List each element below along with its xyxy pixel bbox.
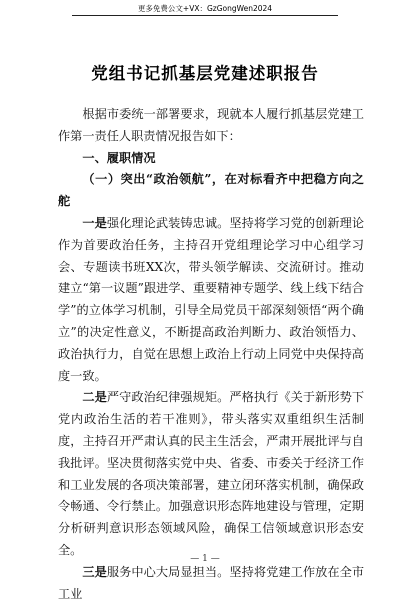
intro-paragraph: 根据市委统一部署要求，现就本人履行抓基层党建工作第一责任人职责情况报告如下：: [58, 107, 364, 143]
section-heading: 一、履职情况: [82, 150, 156, 165]
paragraph-3: [58, 562, 364, 605]
header-divider: [72, 15, 338, 16]
page-number: — 1 —: [190, 554, 220, 564]
paragraph-3-text: 服务中心大局显担当。坚持将党建工作放在全市工业: [58, 564, 365, 601]
paragraph-3-lead: 三是: [82, 564, 107, 579]
paragraph-2-lead: 二是: [82, 390, 107, 405]
paragraph-1-text: 强化理论武装铸忠诚。坚持将学习党的创新理论作为首要政治任务，主持召开党组理论学习中心组学习会、专题读书班XX次，带头领学解读、交流研讨。推动建立“第一议题”跟进学、重要精神专题学、线上线下结合学”的立体学习机制，引导全局党员干部深刻领悟“两个确立”的决定性意义，不断提高政治判断力、政治领悟力、政治执行力，自觉在思想上政治上行动上同党中央保持高度一致。: [58, 215, 365, 383]
subsection-heading: （一）突出“政治领航”，在对标看齐中把稳方向之舵: [58, 172, 364, 209]
paragraph-1: [58, 213, 364, 387]
header-banner: 更多免费公文+VX：GzGongWen2024: [137, 4, 273, 13]
paragraph-2: [58, 387, 364, 561]
document-body: [58, 104, 364, 605]
document-title: 党组书记抓基层党建述职报告: [91, 64, 319, 83]
paragraph-2-text: 严守政治纪律强规矩。严格执行《关于新形势下党内政治生活的若干准则》，带头落实双重组织生活制度，主持召开严肃认真的民主生活会，严肃开展批评与自我批评。坚决贯彻落实党中央、省委、市委关于经济工作和工业发展的各项决策部署，建立闭环落实机制，确保政令畅通、令行禁止。加强意识形态阵地建设与管理，定期分析研判意识形态领域风险，确保工信领域意识形态安全。: [58, 390, 365, 557]
paragraph-1-lead: 一是: [82, 215, 107, 230]
